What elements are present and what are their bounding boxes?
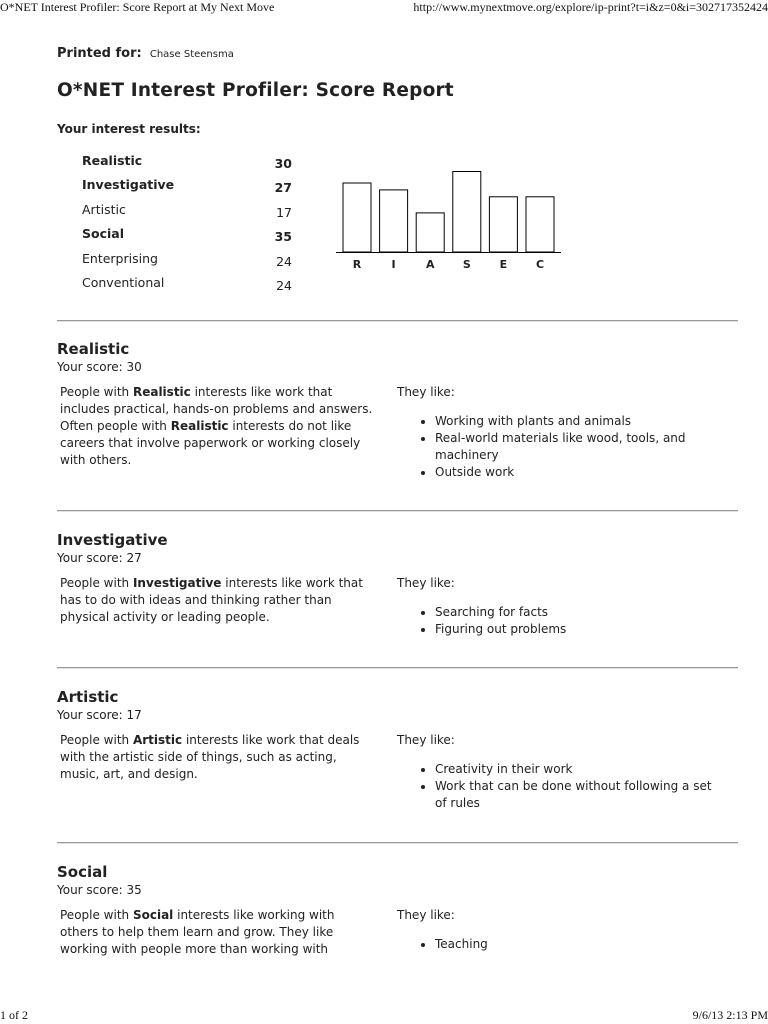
score-row — [82, 251, 292, 275]
likes-list — [397, 604, 717, 638]
bar — [416, 213, 444, 252]
section-title: Realistic — [57, 340, 130, 358]
score-value: 30 — [274, 156, 292, 171]
section-realistic — [57, 340, 738, 500]
score-name: Social — [82, 226, 125, 242]
section-likes — [397, 384, 717, 481]
section-artistic — [57, 688, 738, 838]
section-investigative — [57, 531, 738, 661]
score-row — [82, 226, 292, 250]
interest-keyword: Artistic — [132, 733, 183, 747]
section-title: Investigative — [57, 531, 168, 549]
section-description — [60, 732, 375, 783]
interest-keyword: Investigative — [132, 576, 222, 590]
score-value: 24 — [276, 277, 292, 293]
bar-category-label: R — [352, 258, 362, 271]
description-text: People with — [60, 733, 133, 747]
printed-for-name: Chase Steensma — [149, 49, 234, 60]
section-title: Social — [57, 863, 108, 881]
divider — [57, 510, 738, 511]
description-text: People with — [60, 908, 133, 922]
description-text: interests do not like careers that involve paperwork or working closely with others. — [60, 419, 361, 467]
score-name: Investigative — [82, 177, 175, 193]
likes-label: They like: — [397, 733, 455, 747]
divider — [57, 667, 738, 668]
bar-category-label: C — [535, 258, 545, 271]
like-item: • Teaching — [435, 936, 717, 953]
bar — [489, 197, 517, 252]
printed-for — [57, 46, 234, 61]
like-item: • Real-world materials like wood, tools, and machinery — [435, 430, 717, 464]
section-description — [60, 907, 375, 958]
score-row — [82, 275, 292, 299]
description-text: People with — [60, 576, 133, 590]
score-name: Conventional — [82, 274, 165, 290]
score-table — [82, 153, 292, 299]
print-header-url: http://www.mynextmove.org/explore/ip-print?t=i&z=0&i=302717352424 — [413, 0, 768, 14]
like-item: • Outside work — [435, 464, 717, 481]
bar-category-label: S — [462, 258, 471, 271]
print-footer — [0, 1008, 768, 1024]
section-social — [57, 863, 738, 1003]
likes-label: They like: — [397, 908, 455, 922]
score-row — [82, 202, 292, 226]
section-description — [60, 384, 375, 469]
results-heading: Your interest results: — [57, 122, 201, 136]
section-score: Your score: 27 — [57, 551, 142, 565]
section-likes — [397, 907, 717, 953]
print-date: 9/6/13 2:13 PM — [692, 1008, 768, 1022]
section-score: Your score: 30 — [57, 360, 142, 374]
section-description — [60, 575, 375, 626]
bar — [526, 197, 554, 252]
score-value: 17 — [276, 204, 292, 220]
description-text: interests like work that has to do with ideas and thinking rather than physical activity or leading people. — [60, 576, 363, 624]
interest-keyword: Social — [132, 908, 174, 922]
report-title: O*NET Interest Profiler: Score Report — [57, 80, 454, 101]
score-value: 35 — [274, 229, 292, 245]
section-title: Artistic — [57, 688, 119, 706]
riasec-bar-chart — [336, 160, 566, 280]
divider — [57, 842, 738, 843]
bar-category-label: A — [425, 258, 435, 271]
score-name: Artistic — [82, 201, 126, 217]
section-likes — [397, 732, 717, 812]
bar-category-label: E — [499, 258, 508, 271]
section-score: Your score: 17 — [57, 708, 142, 722]
like-item: • Searching for facts — [435, 604, 717, 621]
score-value: 27 — [274, 180, 292, 196]
description-text: interests like working with others to help them learn and grow. They like working with people more than working with — [60, 908, 335, 956]
description-text: interests like work that includes practical, hands-on problems and answers. Often people with — [60, 385, 373, 433]
likes-list — [397, 413, 717, 481]
like-item: • Working with plants and animals — [435, 413, 717, 430]
interest-keyword: Realistic — [132, 385, 191, 399]
description-text: interests like work that deals with the artistic side of things, such as acting, music, art, and design. — [60, 733, 360, 781]
bar — [453, 172, 481, 253]
print-header-title: O*NET Interest Profiler: Score Report at My Next Move — [0, 0, 275, 14]
description-text: People with — [60, 385, 133, 399]
print-header — [0, 0, 768, 16]
score-name: Enterprising — [82, 250, 158, 266]
likes-label: They like: — [397, 385, 455, 399]
score-name: Realistic — [82, 153, 143, 168]
score-row — [82, 153, 292, 177]
score-row — [82, 177, 292, 201]
printed-for-label: Printed for: — [57, 46, 142, 61]
likes-list — [397, 761, 717, 812]
score-value: 24 — [276, 253, 292, 269]
divider — [57, 320, 738, 321]
like-item: • Figuring out problems — [435, 621, 717, 638]
bar-category-label: I — [391, 258, 396, 271]
bar — [380, 190, 408, 252]
likes-label: They like: — [397, 576, 455, 590]
section-score: Your score: 35 — [57, 883, 142, 897]
like-item: • Creativity in their work — [435, 761, 717, 778]
interest-keyword: Realistic — [170, 419, 229, 433]
page-number: 1 of 2 — [0, 1008, 28, 1022]
likes-list — [397, 936, 717, 953]
section-likes — [397, 575, 717, 638]
like-item: • Work that can be done without following a set of rules — [435, 778, 717, 812]
bar — [343, 183, 371, 252]
